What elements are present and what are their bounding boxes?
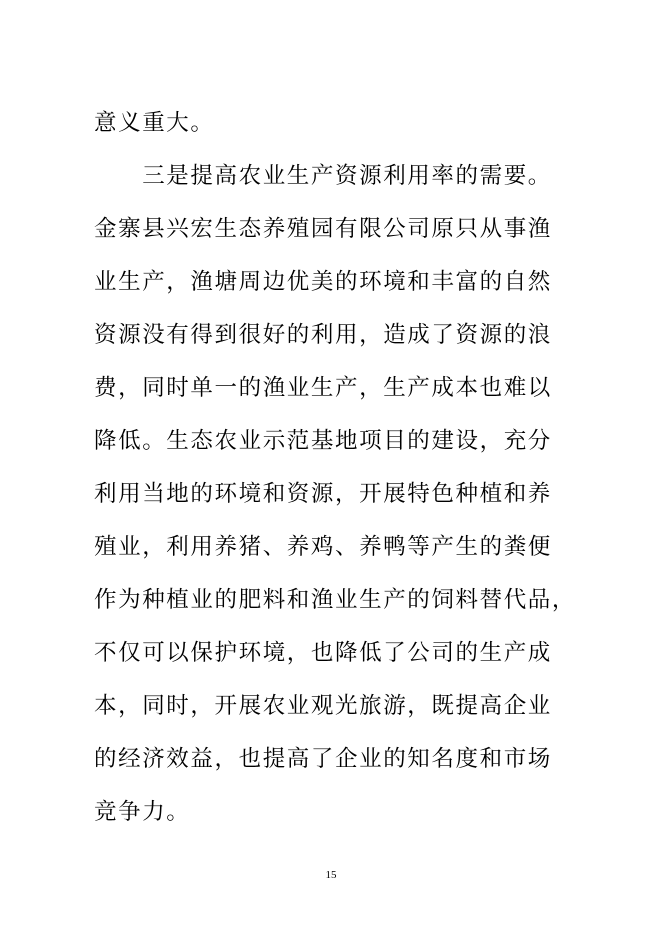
text-line: 竞争力。 — [94, 799, 191, 825]
text-line: 费，同时单一的渔业生产，生产成本也难以 — [94, 375, 552, 401]
page-number: 15 — [325, 869, 337, 881]
text-line: 利用当地的环境和资源，开展特色种植和养 — [94, 481, 552, 507]
text-line: 殖业，利用养猪、养鸡、养鸭等产生的粪便 — [94, 534, 552, 560]
text-line: 的经济效益，也提高了企业的知名度和市场 — [94, 746, 552, 772]
text-line: 本，同时，开展农业观光旅游，既提高企业 — [94, 693, 552, 719]
text-line: 三是提高农业生产资源利用率的需要。 — [94, 163, 552, 189]
text-line: 金寨县兴宏生态养殖园有限公司原只从事渔 — [94, 216, 552, 242]
text-line: 意义重大。 — [94, 110, 215, 136]
text-line: 业生产，渔塘周边优美的环境和丰富的自然 — [94, 269, 552, 295]
text-line: 资源没有得到很好的利用，造成了资源的浪 — [94, 322, 552, 348]
text-line: 作为种植业的肥料和渔业生产的饲料替代品， — [94, 587, 577, 613]
text-line: 降低。生态农业示范基地项目的建设，充分 — [94, 428, 552, 454]
text-line: 不仅可以保护环境，也降低了公司的生产成 — [94, 640, 552, 666]
